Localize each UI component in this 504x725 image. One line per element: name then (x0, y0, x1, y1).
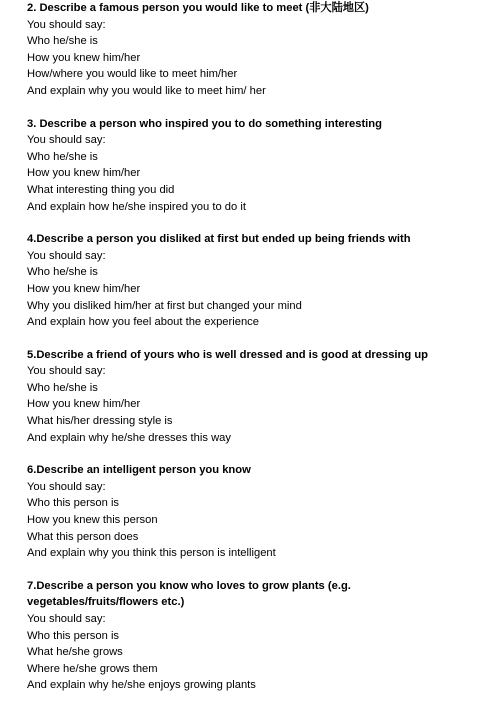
prompt-line: And explain why you would like to meet him/ her (27, 84, 266, 97)
question-7 (27, 578, 497, 694)
question-5 (27, 347, 497, 447)
prompt-line: And explain why he/she enjoys growing plants (27, 679, 256, 692)
question-4 (27, 231, 497, 331)
question-title: 3. Describe a person who inspired you to do something interesting (27, 117, 382, 130)
prompt-line: How you knew this person (27, 514, 158, 527)
prompt-line: You should say: (27, 134, 106, 147)
prompt-line: How you knew him/her (27, 51, 141, 64)
prompt-line: How you knew him/her (27, 398, 141, 411)
prompt-line: Who this person is (27, 629, 120, 642)
prompt-line: And explain why he/she dresses this way (27, 431, 231, 444)
prompt-line: Who he/she is (27, 150, 98, 163)
question-6 (27, 462, 497, 562)
prompt-line: You should say: (27, 613, 106, 625)
question-title-line-2: vegetables/fruits/flowers etc.) (27, 596, 185, 609)
question-title: 4.Describe a person you disliked at first but ended up being friends with (27, 233, 411, 246)
prompt-line: And explain why you think this person is intelligent (27, 547, 276, 560)
prompt-line: And explain how he/she inspired you to do it (27, 200, 246, 213)
prompt-line: Who he/she is (27, 35, 98, 48)
prompt-line: And explain how you feel about the experience (27, 316, 259, 329)
prompt-line: You should say: (27, 480, 106, 493)
question-title-line-1: 7.Describe a person you know who loves to grow plants (e.g. (27, 579, 351, 592)
prompt-line: What this person does (27, 530, 139, 543)
prompt-line: How you knew him/her (27, 167, 141, 180)
question-title: 2. Describe a famous person you would like to meet (非大陆地区) (27, 2, 369, 14)
prompt-line: You should say: (27, 18, 106, 31)
prompt-line: You should say: (27, 365, 106, 378)
question-3 (27, 116, 497, 216)
question-title: 5.Describe a friend of yours who is well dressed and is good at dressing up (27, 348, 428, 361)
document-page (27, 0, 497, 710)
question-title: 6.Describe an intelligent person you know (27, 464, 251, 477)
prompt-line: Where he/she grows them (27, 662, 158, 675)
prompt-line: Who he/she is (27, 266, 98, 279)
prompt-line: What he/she grows (27, 646, 123, 659)
prompt-line: How you knew him/her (27, 282, 141, 295)
prompt-line: How/where you would like to meet him/her (27, 68, 238, 81)
prompt-line: Why you disliked him/her at first but changed your mind (27, 299, 302, 312)
prompt-line: What his/her dressing style is (27, 415, 173, 428)
prompt-line: Who this person is (27, 497, 120, 510)
prompt-line: You should say: (27, 249, 106, 262)
prompt-line: Who he/she is (27, 381, 98, 394)
question-2 (27, 0, 497, 100)
prompt-line: What interesting thing you did (27, 183, 175, 196)
